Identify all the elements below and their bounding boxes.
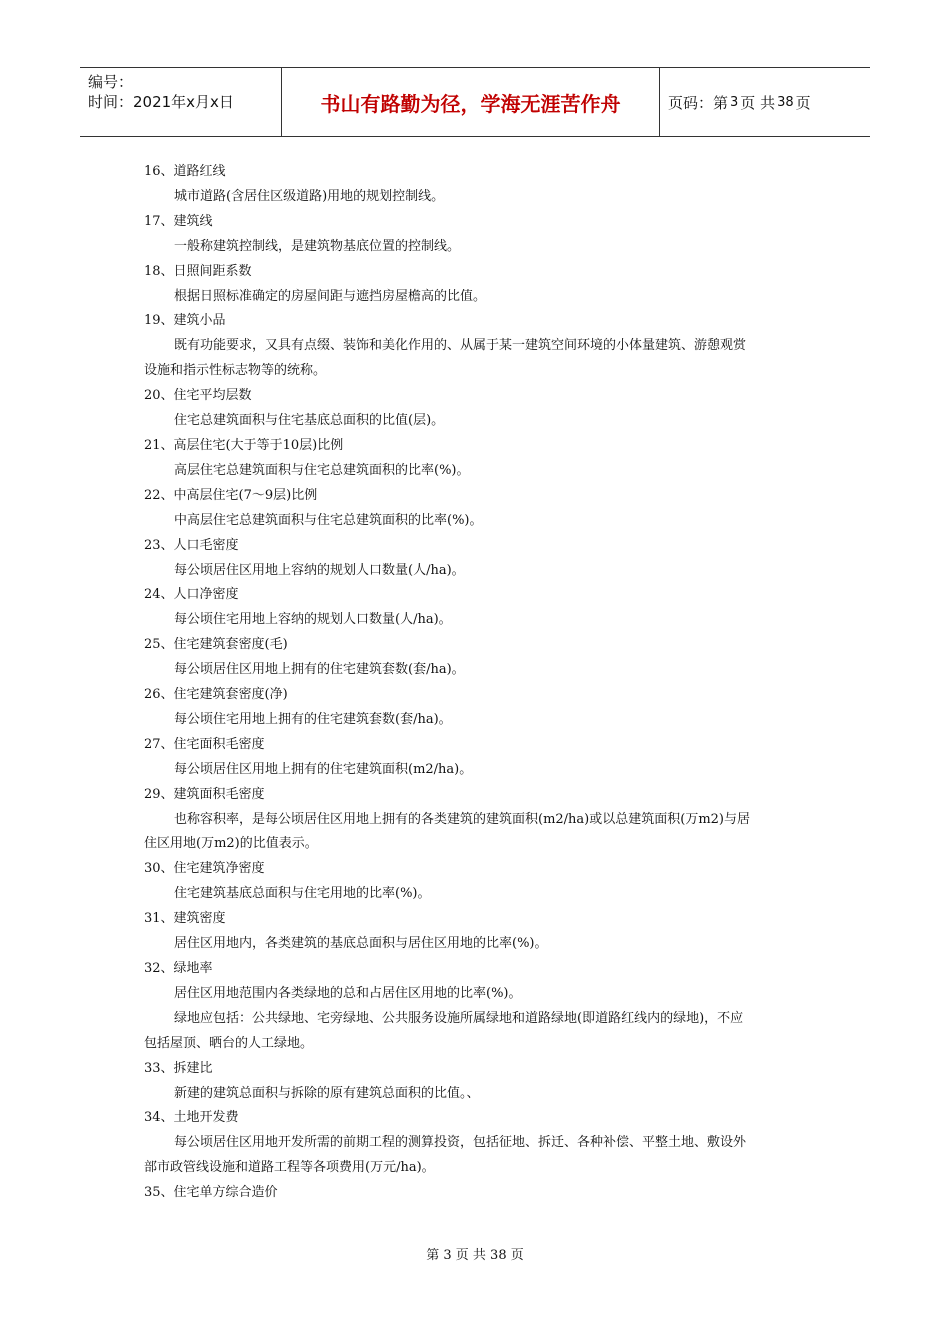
page-footer: 第 3 页 共 38 页 (426, 1248, 524, 1263)
term-definition: 住区用地(万m2)的比值表示。 (144, 836, 318, 852)
term-definition: 新建的建筑总面积与拆除的原有建筑总面积的比值。、 (174, 1085, 480, 1101)
page-total: 38 (777, 94, 794, 110)
term-definition: 绿地应包括：公共绿地、宅旁绿地、公共服务设施所属绿地和道路绿地(即道路红线内的绿地)，不应 (174, 1010, 744, 1026)
term-heading: 33、拆建比 (144, 1060, 213, 1076)
term-heading: 19、建筑小品 (144, 313, 226, 329)
time-label: 时间：2021年x月x日 (88, 93, 234, 111)
term-heading: 26、住宅建筑套密度(净) (144, 687, 288, 703)
page-current: 3 (730, 94, 739, 110)
page-header (80, 67, 870, 137)
term-heading: 16、道路红线 (144, 164, 226, 179)
term-definition: 住宅建筑基底总面积与住宅用地的比率(%)。 (174, 886, 431, 902)
term-definition: 每公顷居住区用地上容纳的规划人口数量(人/ha)。 (174, 562, 465, 578)
term-definition: 每公顷居住区用地开发所需的前期工程的测算投资，包括征地、拆迁、各种补偿、平整土地、敷设外 (174, 1135, 747, 1151)
term-heading: 30、住宅建筑净密度 (144, 861, 265, 877)
document-body (144, 160, 810, 1206)
term-heading: 35、住宅单方综合造价 (144, 1185, 278, 1201)
term-definition: 每公顷居住区用地上拥有的住宅建筑面积(m2/ha)。 (174, 761, 473, 777)
header-page-info (660, 68, 870, 136)
term-heading: 24、人口净密度 (144, 587, 239, 603)
header-meta (80, 68, 282, 136)
page-mid: 页 共 (740, 93, 776, 112)
term-heading: 20、住宅平均层数 (144, 388, 252, 404)
term-heading: 21、高层住宅(大于等于10层)比例 (144, 437, 344, 453)
term-definition: 既有功能要求，又具有点缀、装饰和美化作用的、从属于某一建筑空间环境的小体量建筑、游憩观赏 (174, 338, 747, 354)
number-label: 编号： (88, 73, 134, 91)
term-definition: 部市政管线设施和道路工程等各项费用(万元/ha)。 (144, 1160, 435, 1176)
term-definition: 居住区用地范围内各类绿地的总和占居住区用地的比率(%)。 (174, 985, 522, 1001)
term-definition: 住宅总建筑面积与住宅基底总面积的比值(层)。 (174, 413, 445, 429)
term-heading: 25、住宅建筑套密度(毛) (144, 637, 288, 653)
term-definition: 包括屋顶、晒台的人工绿地。 (144, 1035, 314, 1051)
term-definition: 根据日照标准确定的房屋间距与遮挡房屋檐高的比值。 (174, 288, 487, 304)
term-definition: 一般称建筑控制线，是建筑物基底位置的控制线。 (174, 238, 461, 254)
header-motto: 书山有路勤为径，学海无涯苦作舟 (282, 68, 660, 136)
term-heading: 27、住宅面积毛密度 (144, 736, 265, 752)
term-definition: 每公顷住宅用地上拥有的住宅建筑套数(套/ha)。 (174, 711, 452, 727)
term-definition: 每公顷住宅用地上容纳的规划人口数量(人/ha)。 (174, 612, 452, 628)
term-heading: 34、土地开发费 (144, 1110, 239, 1126)
term-heading: 23、人口毛密度 (144, 537, 239, 553)
term-definition: 每公顷居住区用地上拥有的住宅建筑套数(套/ha)。 (174, 662, 465, 678)
term-definition: 设施和指示性标志物等的统称。 (144, 363, 327, 379)
term-heading: 29、建筑面积毛密度 (144, 786, 265, 802)
page-suffix: 页 (795, 93, 811, 112)
page-prefix: 页码：第 (668, 93, 729, 112)
term-heading: 18、日照间距系数 (144, 263, 252, 279)
term-definition: 中高层住宅总建筑面积与住宅总建筑面积的比率(%)。 (174, 512, 483, 528)
term-heading: 32、绿地率 (144, 961, 213, 976)
term-definition: 居住区用地内，各类建筑的基底总面积与居住区用地的比率(%)。 (174, 936, 548, 952)
term-heading: 31、建筑密度 (144, 911, 226, 927)
term-heading: 17、建筑线 (144, 213, 213, 229)
term-definition: 也称容积率，是每公顷居住区用地上拥有的各类建筑的建筑面积(m2/ha)或以总建筑面积(万m2)与居 (174, 811, 750, 827)
term-heading: 22、中高层住宅(7～9层)比例 (144, 487, 318, 503)
term-definition: 城市道路(含居住区级道路)用地的规划控制线。 (174, 188, 445, 204)
term-definition: 高层住宅总建筑面积与住宅总建筑面积的比率(%)。 (174, 462, 470, 478)
